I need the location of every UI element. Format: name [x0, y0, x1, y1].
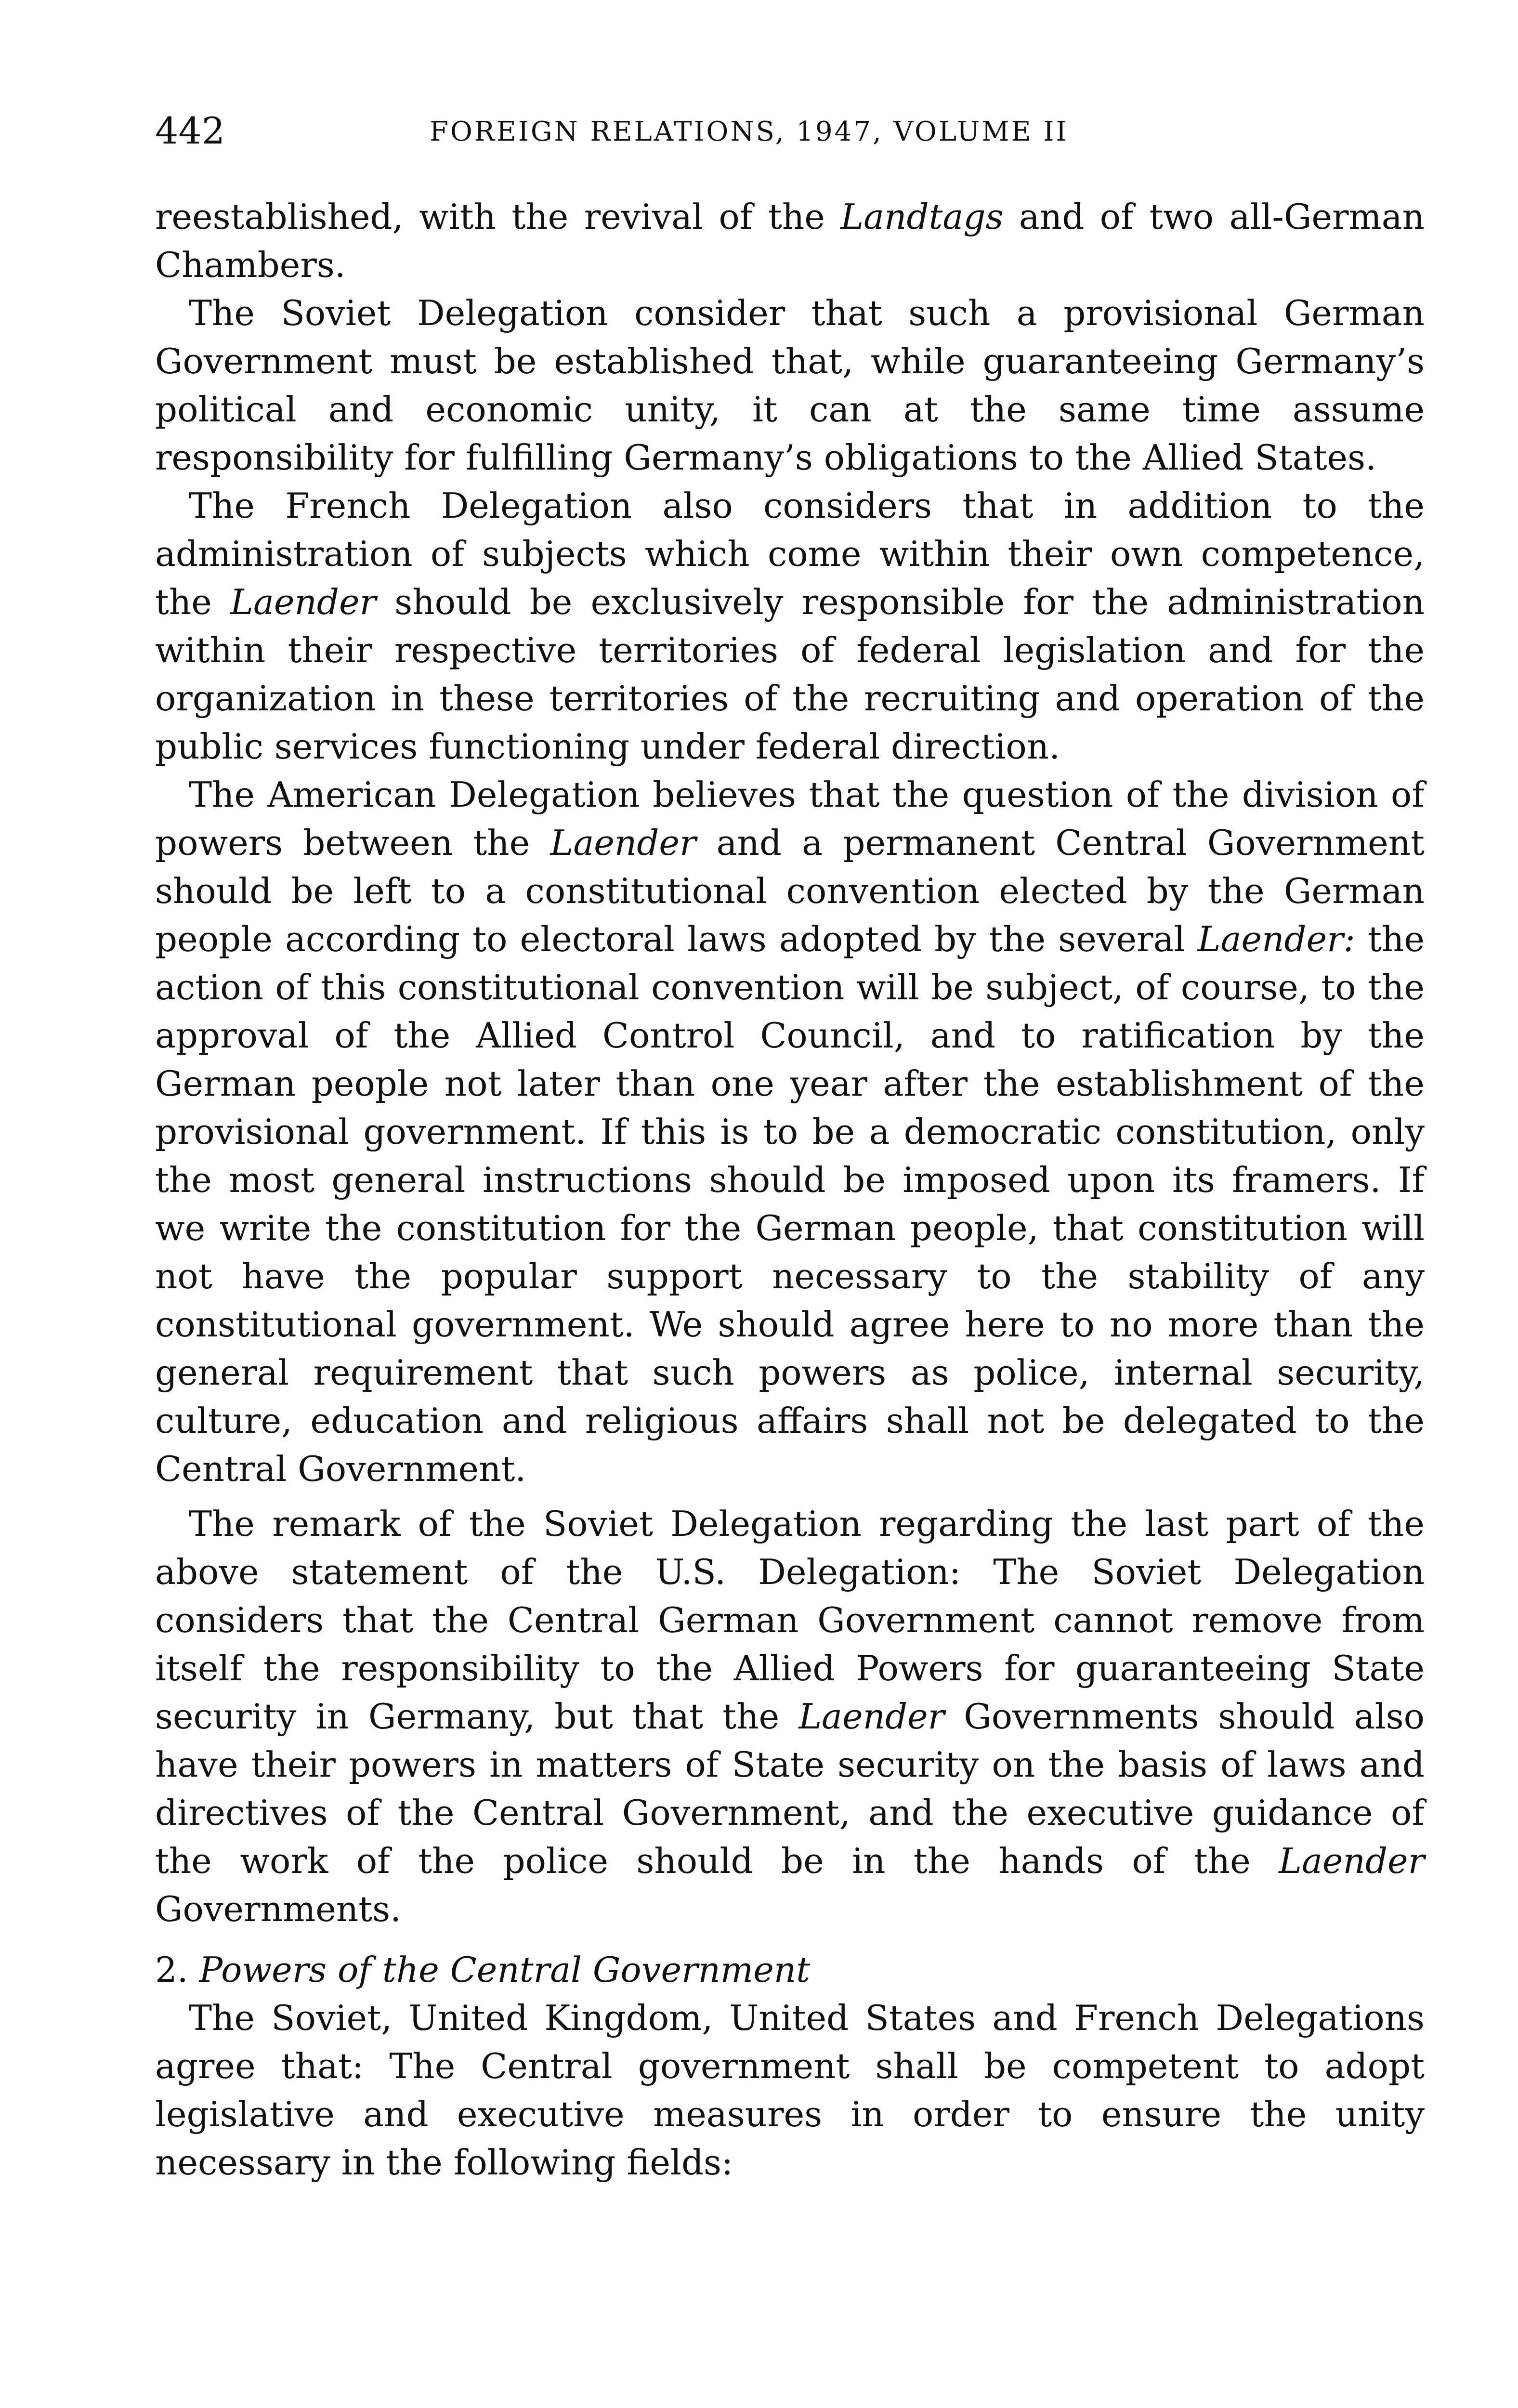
- text-run: and of two all-German Chambers.: [155, 196, 1425, 285]
- italic-term: Laender: [230, 582, 377, 622]
- running-title: FOREIGN RELATIONS, 1947, VOLUME II: [430, 116, 1069, 147]
- text-run: and a permanent Central Government should be left to a constitutional convention elected by the German people according to electoral laws adopted by the several: [155, 823, 1425, 959]
- running-header: [155, 107, 1432, 165]
- text-run: Governments.: [155, 1889, 401, 1929]
- text-run: The remark of the Soviet Delegation regarding the last part of the above statement of the U.S. Delegation: The Soviet Delegation considers that the Central German Government cannot remove from itself the responsibility to the Allied Powers for guaranteeing State security in Germany, but that the: [155, 1504, 1425, 1737]
- italic-term: Laender:: [1197, 919, 1355, 959]
- text-run: reestablished, with the revival of the: [155, 196, 841, 237]
- paragraph-continued: [155, 193, 1425, 289]
- section-heading: [155, 1946, 1425, 1994]
- paragraph-central-government-powers: The Soviet, United Kingdom, United States and French Delegations agree that: The Central government shall be competent to adopt legislative and executive measures in order to ensure the unity necessary in the following fields:: [155, 1998, 1425, 2183]
- text-run: the action of this constitutional convention will be subject, of course, to the approval of the Allied Control Council, and to ratification by the German people not later than one year after the establishment of the provisional government. If this is to be a democratic constitution, only the most general instructions should be imposed upon its framers. If we write the constitution for the German people, that constitution will not have the popular support necessary to the stability of any constitutional government. We should agree here to no more than the general requirement that such powers as police, internal security, culture, education and religious affairs shall not be delegated to the Central Government.: [155, 919, 1425, 1489]
- italic-term: Laender: [550, 823, 696, 863]
- section-number: 2.: [155, 1950, 199, 1990]
- section-title: Powers of the Central Government: [199, 1950, 811, 1990]
- italic-term: Laender: [798, 1696, 945, 1737]
- paragraph-soviet-remark: [155, 1500, 1425, 1933]
- page-number: 442: [155, 109, 225, 152]
- paragraph-french-delegation: [155, 482, 1425, 771]
- paragraph-soviet-provisional-government: The Soviet Delegation consider that such a provisional German Government must be established that, while guaranteeing Germany’s political and economic unity, it can at the same time assume responsibility for fulfilling Germany’s obligations to the Allied States.: [155, 293, 1425, 478]
- italic-term: Landtags: [840, 196, 1004, 237]
- text-run: should be exclusively responsible for the administration within their respective territories of federal legislation and for the organization in these territories of the recruiting and operation of the public services functioning under federal direction.: [155, 582, 1425, 767]
- text-run: The French Delegation also considers that in addition to the administration of subjects which come within their own competence, the: [155, 485, 1425, 622]
- text-run: The American Delegation believes that the question of the division of powers between the: [155, 774, 1425, 863]
- paragraph-american-delegation: [155, 771, 1425, 1493]
- body-text: [155, 193, 1425, 2186]
- text-run: Governments should also have their powers in matters of State security on the basis of laws and directives of the Central Government, and the executive guidance of the work of the police should be in the hands of the: [155, 1696, 1425, 1881]
- italic-term: Laender: [1279, 1841, 1425, 1881]
